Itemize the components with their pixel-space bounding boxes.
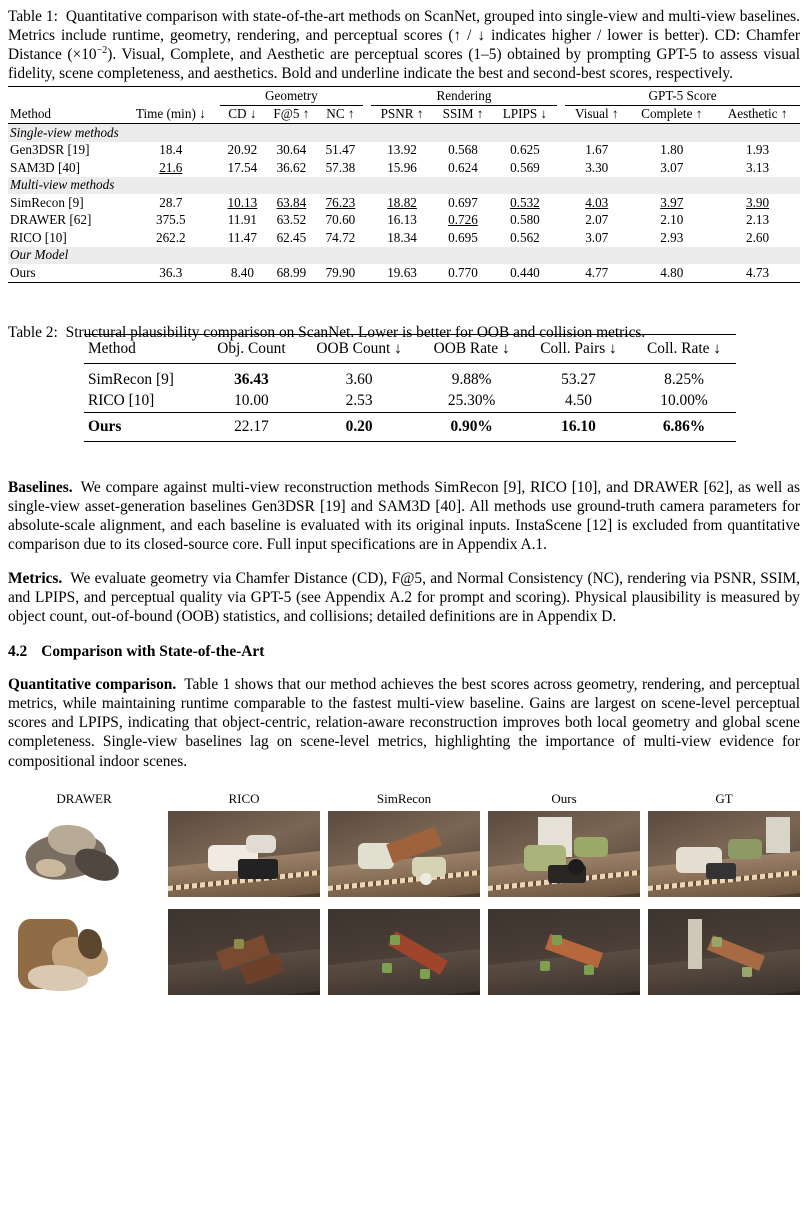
table2-cell: 0.20 bbox=[345, 417, 373, 435]
table1-cell: 4.73 bbox=[746, 264, 770, 280]
table1-cell: 0.568 bbox=[448, 142, 478, 158]
table2-cell: 4.50 bbox=[565, 392, 592, 409]
group-geometry: Geometry bbox=[220, 87, 363, 106]
table1-cell: 0.625 bbox=[510, 142, 540, 158]
table1-cell: 15.96 bbox=[387, 159, 417, 175]
table2-caption: Table 2: Structural plausibility comparison on ScanNet. Lower is better for OOB and collision metrics. bbox=[8, 323, 646, 341]
table2-col-header: OOB Count ↓ bbox=[316, 339, 402, 357]
table2-row bbox=[84, 412, 736, 441]
table2-cell: Ours bbox=[88, 417, 122, 435]
table1-section-row bbox=[8, 124, 800, 142]
table1-section-title: Our Model bbox=[8, 247, 800, 265]
table1-col-header: LPIPS ↓ bbox=[502, 106, 548, 122]
table1-cell: 70.60 bbox=[325, 212, 356, 228]
table1-cell: 3.07 bbox=[585, 229, 609, 245]
table1-cell: 10.13 bbox=[227, 194, 258, 210]
table1-cell: 0.695 bbox=[448, 229, 478, 245]
table1-cell: 18.4 bbox=[159, 142, 183, 158]
table1-cell: 16.13 bbox=[387, 212, 417, 228]
table1-cell: 63.52 bbox=[276, 212, 307, 228]
table1-section-row bbox=[8, 247, 800, 265]
table1-cell: 375.5 bbox=[155, 212, 186, 228]
table1-cell: 3.97 bbox=[660, 194, 684, 210]
table1-col-header: Visual ↑ bbox=[574, 106, 619, 122]
table1-caption: Table 1: Quantitative comparison with state-of-the-art methods on ScanNet, grouped into single-view and multi-view baselines. Metrics include runtime, geometry, rendering, and perceptual scores (↑ / ↓ indicates higher / lower is better). CD: Chamfer Distance $(\times 10^{-2})$. Visual, Complete, and Aesthetic are perceptual scores (1–5) obtained by prompting GPT-5 to assess visual fidelity, scene completeness, and aesthetics. Bold and underline indicate the best and second-best scores, respectively. bbox=[8, 8, 800, 82]
table2-cell: 16.10 bbox=[561, 417, 596, 435]
table1-cell: 2.10 bbox=[660, 212, 684, 228]
table1-cell: DRAWER [62] bbox=[10, 212, 92, 228]
baselines-paragraph: Baselines. We compare against multi-view reconstruction methods SimRecon [9], RICO [10], and DRAWER [62], as well as single-view asset-generation baselines Gen3DSR [19] and SAM3D [40]. All methods use ground-truth camera parameters for absolute-scale alignment, and each baseline is evaluated with its original inputs. InstaScene [12] is excluded from quantitative comparison due to its closed-source core. Full input specifications are in Appendix A.1. bbox=[8, 478, 800, 554]
table1-col-header: Time (min) ↓ bbox=[135, 106, 206, 121]
table2-cell: RICO [10] bbox=[88, 392, 155, 409]
table1-cell: 57.38 bbox=[325, 159, 356, 175]
table2-cell: 8.25% bbox=[664, 371, 704, 388]
table1-cell: 2.13 bbox=[746, 212, 770, 228]
table1-cell: 36.3 bbox=[159, 264, 183, 280]
table1-cell: 0.440 bbox=[510, 264, 540, 280]
table1-cell: 68.99 bbox=[276, 264, 307, 280]
table1-cell: 4.80 bbox=[660, 264, 684, 280]
table1-cell: 11.47 bbox=[227, 229, 257, 245]
table1-col-header: PSNR ↑ bbox=[380, 106, 424, 122]
table1-cell: 51.47 bbox=[325, 142, 356, 158]
table1-cell: 76.23 bbox=[325, 194, 356, 210]
table2-cell: 53.27 bbox=[561, 371, 596, 388]
table1-row bbox=[8, 229, 800, 247]
table1-cell: 4.03 bbox=[585, 194, 609, 210]
section-heading: 4.2 Comparison with State-of-the-Art bbox=[8, 642, 265, 660]
table1-col-header: F@5 ↑ bbox=[273, 106, 310, 122]
group-gpt5: GPT-5 Score bbox=[565, 87, 800, 106]
table2-row bbox=[84, 363, 736, 391]
table1-cell: 3.90 bbox=[746, 194, 770, 210]
table2-col-header: Method bbox=[88, 339, 136, 357]
table1-row bbox=[8, 194, 800, 212]
figure-row-1 bbox=[8, 811, 800, 897]
table1-cell: 0.562 bbox=[510, 229, 540, 245]
table1-cell: 0.770 bbox=[448, 264, 478, 280]
table1-cell: 18.34 bbox=[387, 229, 417, 245]
table1-cell: 1.67 bbox=[585, 142, 609, 158]
table1-cell: 79.90 bbox=[325, 264, 356, 280]
group-rendering: Rendering bbox=[371, 87, 557, 106]
table1-row bbox=[8, 264, 800, 282]
table1-cell: SAM3D [40] bbox=[10, 159, 80, 175]
figure-labels bbox=[8, 791, 800, 809]
label-rico: RICO bbox=[228, 791, 260, 807]
table1-cell: 74.72 bbox=[325, 229, 356, 245]
table2-col-header: Obj. Count bbox=[217, 339, 286, 357]
table2-cell: 6.86% bbox=[662, 417, 706, 435]
table1 bbox=[8, 86, 800, 283]
image-ours-scene2 bbox=[488, 909, 640, 995]
table1-row bbox=[8, 212, 800, 230]
table1-cell: 21.6 bbox=[159, 159, 183, 175]
comparison-figure bbox=[8, 791, 800, 995]
table1-cell: Ours bbox=[10, 264, 36, 280]
table1-cell: 0.624 bbox=[448, 159, 478, 175]
image-drawer-scene1 bbox=[8, 811, 160, 897]
table1-column-header bbox=[8, 105, 800, 124]
table1-col-header: Complete ↑ bbox=[641, 106, 703, 122]
table2-cell: 25.30% bbox=[447, 392, 496, 409]
image-ours-scene1 bbox=[488, 811, 640, 897]
table2-cell: 9.88% bbox=[451, 371, 492, 388]
table2-cell: 3.60 bbox=[345, 371, 373, 388]
table2-col-header: Coll. Pairs ↓ bbox=[540, 339, 617, 357]
table1-cell: Gen3DSR [19] bbox=[10, 142, 90, 158]
table2-col-header: Coll. Rate ↓ bbox=[647, 339, 722, 357]
table2-label: Table 2: bbox=[8, 323, 58, 341]
label-drawer: DRAWER bbox=[56, 791, 112, 807]
paper-page bbox=[8, 0, 800, 995]
table1-cell: 1.93 bbox=[746, 142, 770, 158]
table2-cell: 36.43 bbox=[234, 371, 269, 388]
table1-col-header: Aesthetic ↑ bbox=[727, 106, 788, 122]
table1-cell: 3.13 bbox=[746, 159, 770, 175]
table1-cell: 17.54 bbox=[227, 159, 258, 175]
table1-row bbox=[8, 142, 800, 160]
table1-cell: 62.45 bbox=[276, 229, 307, 245]
table1-cell: 3.07 bbox=[660, 159, 684, 175]
table1-col-header: CD ↓ bbox=[228, 106, 257, 122]
table1-cell: 3.30 bbox=[585, 159, 609, 175]
table1-cell: SimRecon [9] bbox=[10, 194, 84, 210]
table1-cell: 2.93 bbox=[660, 229, 684, 245]
table1-col-header: Method bbox=[10, 106, 52, 121]
table1-cell: 8.40 bbox=[230, 264, 254, 280]
label-simrecon: SimRecon bbox=[376, 791, 432, 807]
table1-cell: 2.60 bbox=[746, 229, 770, 245]
table1-cell: 0.580 bbox=[510, 212, 540, 228]
table1-cell: 20.92 bbox=[227, 142, 258, 158]
table2 bbox=[84, 334, 736, 442]
table1-cell: 13.92 bbox=[387, 142, 417, 158]
figure-row-2 bbox=[8, 909, 800, 995]
table2-cell: 0.90% bbox=[450, 417, 493, 435]
table1-cell: 1.80 bbox=[660, 142, 684, 158]
label-gt: GT bbox=[715, 791, 733, 807]
table1-label: Table 1: bbox=[8, 8, 58, 25]
table2-cell: 2.53 bbox=[345, 392, 373, 409]
table1-cell: 28.7 bbox=[159, 194, 183, 210]
label-ours: Ours bbox=[551, 791, 577, 807]
image-gt-scene1 bbox=[648, 811, 800, 897]
table1-col-header: NC ↑ bbox=[326, 106, 355, 122]
table1-cell: 18.82 bbox=[387, 194, 417, 210]
table2-cell: 10.00 bbox=[234, 392, 269, 409]
table2-cell: SimRecon [9] bbox=[88, 371, 174, 388]
quantitative-paragraph: Quantitative comparison. Table 1 shows that our method achieves the best scores across geometry, rendering, and perceptual metrics, while maintaining runtime comparable to the fastest multi-view baseline. Gains are largest on scene-level perceptual scores and LPIPS, indicating that object-centric, relation-aware reconstruction improves both local geometry and global scene completeness. Single-view baselines lag on scene-level metrics, highlighting the importance of multi-view evidence for compositional indoor scenes. bbox=[8, 675, 800, 770]
image-rico-scene1 bbox=[168, 811, 320, 897]
table1-cell: 63.84 bbox=[276, 194, 307, 210]
table1-cell: 2.07 bbox=[585, 212, 609, 228]
table1-cell: 4.77 bbox=[585, 264, 609, 280]
table1-section-title: Single-view methods bbox=[8, 124, 800, 142]
table1-cell: 19.63 bbox=[387, 264, 417, 280]
table1-row bbox=[8, 159, 800, 177]
table1-cell: 0.532 bbox=[510, 194, 540, 210]
table1-group-header bbox=[8, 87, 800, 106]
table1-cell: 36.62 bbox=[276, 159, 307, 175]
image-drawer-scene2 bbox=[8, 909, 160, 995]
table1-cell: 262.2 bbox=[155, 229, 186, 245]
table1-cell: 0.697 bbox=[448, 194, 478, 210]
table1-section-title: Multi-view methods bbox=[8, 177, 800, 195]
table2-cell: 22.17 bbox=[234, 417, 269, 435]
table1-cell: RICO [10] bbox=[10, 229, 67, 245]
image-rico-scene2 bbox=[168, 909, 320, 995]
table1-col-header: SSIM ↑ bbox=[442, 106, 484, 122]
table1-cell: 11.91 bbox=[227, 212, 257, 228]
table2-col-header: OOB Rate ↓ bbox=[433, 339, 510, 357]
table1-cell: 0.569 bbox=[510, 159, 540, 175]
table2-row bbox=[84, 391, 736, 413]
image-simrecon-scene2 bbox=[328, 909, 480, 995]
table1-cell: 0.726 bbox=[448, 212, 478, 228]
table1-section-row bbox=[8, 177, 800, 195]
table2-cell: 10.00% bbox=[660, 392, 708, 409]
image-simrecon-scene1 bbox=[328, 811, 480, 897]
image-gt-scene2 bbox=[648, 909, 800, 995]
metrics-paragraph: Metrics. We evaluate geometry via Chamfer Distance (CD), F@5, and Normal Consistency (NC), rendering via PSNR, SSIM, and LPIPS, and perceptual quality via GPT-5 (see Appendix A.2 for prompt and scoring). Physical plausibility is measured by object count, out-of-bound (OOB) statistics, and collisions; detailed definitions are in Appendix D. bbox=[8, 569, 800, 626]
table1-cell: 30.64 bbox=[276, 142, 307, 158]
